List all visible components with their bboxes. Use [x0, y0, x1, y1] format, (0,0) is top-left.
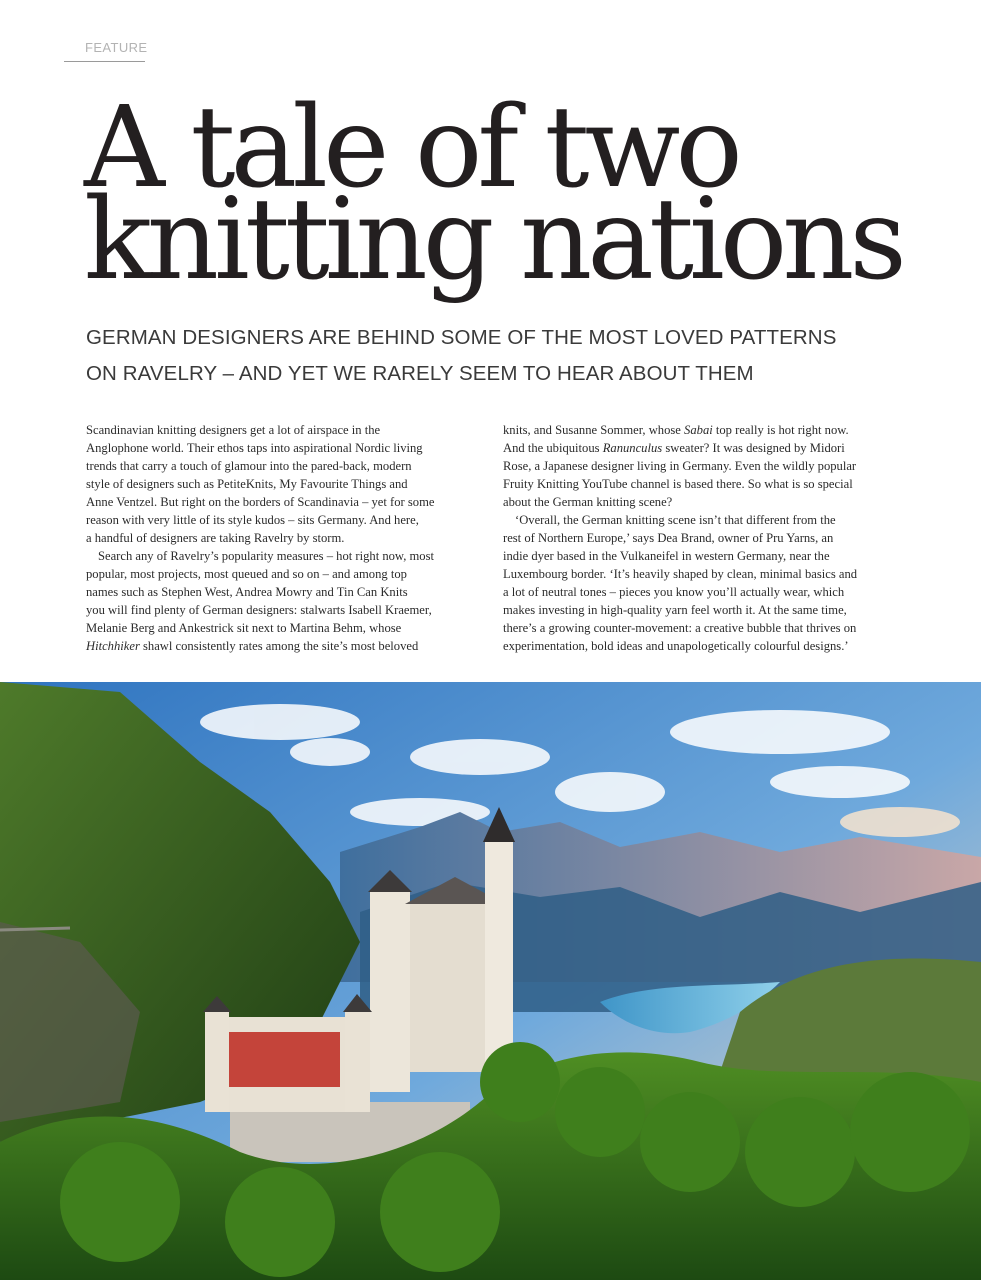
text-line [86, 637, 486, 655]
text-line: trends that carry a touch of glamour into the pared-back, modern [86, 459, 412, 473]
headline-line-2: knitting nations [84, 175, 902, 305]
standfirst-line-1: GERMAN DESIGNERS ARE BEHIND SOME OF THE MOST LOVED PATTERNS [86, 326, 837, 349]
headline [84, 83, 902, 305]
text-line: Luxembourg border. ‘It’s heavily shaped by clean, minimal basics and [503, 567, 858, 581]
paragraph-2 [86, 547, 486, 655]
headline-line-1: A tale of two [84, 83, 738, 213]
text-line: about the German knitting scene? [503, 495, 673, 509]
text-line: a handful of designers are taking Ravelry by storm. [86, 531, 345, 545]
text-line: experimentation, bold ideas and unapologetically colourful designs.’ [503, 639, 849, 653]
text-line: rest of Northern Europe,’ says Dea Brand, owner of Pru Yarns, an [503, 531, 834, 545]
paragraph-3 [503, 511, 903, 655]
text-line: indie dyer based in the Vulkaneifel in western Germany, near the [503, 549, 830, 563]
text-line: Anglophone world. Their ethos taps into aspirational Nordic living [86, 441, 423, 455]
text-line: there’s a growing counter-movement: a creative bubble that thrives on [503, 621, 857, 635]
text-line: Melanie Berg and Ankestrick sit next to Martina Behm, whose [86, 621, 402, 635]
text-line: Rose, a Japanese designer living in Germany. Even the wildly popular [503, 459, 857, 473]
text-line: Fruity Knitting YouTube channel is based there. So what is so special [503, 477, 853, 491]
body-column-right [503, 421, 903, 655]
text-line [503, 439, 903, 457]
section-label: FEATURE [64, 40, 145, 62]
text-line: reason with very little of its style kudos – sits Germany. And here, [86, 513, 419, 527]
text-line: makes investing in high-quality yarn feel worth it. At the same time, [503, 603, 847, 617]
standfirst [86, 320, 836, 392]
text-line: style of designers such as PetiteKnits, My Favourite Things and [86, 477, 408, 491]
body-column-left [86, 421, 486, 655]
castle-landscape-illustration [0, 682, 981, 1280]
text-line: Anne Ventzel. But right on the borders of Scandinavia – yet for some [86, 495, 435, 509]
castle-landscape-photo [0, 682, 981, 1280]
text-line: names such as Stephen West, Andrea Mowry and Tin Can Knits [86, 585, 408, 599]
text-run: top really is hot right now. [712, 423, 849, 437]
text-line: you will find plenty of German designers: stalwarts Isabell Kraemer, [86, 603, 432, 617]
text-run: And the ubiquitous [503, 441, 603, 455]
text-line: popular, most projects, most queued and so on – and among top [86, 567, 407, 581]
paragraph-2-continued [503, 421, 903, 511]
text-line: Search any of Ravelry’s popularity measures – hot right now, most [98, 549, 434, 563]
text-run: sweater? It was designed by Midori [662, 441, 845, 455]
paragraph-1 [86, 421, 486, 547]
text-line: a lot of neutral tones – pieces you know you’ll actually wear, which [503, 585, 845, 599]
bridge [0, 928, 70, 930]
text-line: ‘Overall, the German knitting scene isn’t that different from the [515, 513, 836, 527]
text-line: Scandinavian knitting designers get a lot of airspace in the [86, 423, 381, 437]
italic-title-hitchhiker: Hitchhiker [86, 639, 140, 653]
italic-title-ranunculus: Ranunculus [602, 441, 663, 455]
text-run: knits, and Susanne Sommer, whose [503, 423, 685, 437]
text-line [503, 421, 903, 439]
text-run: shawl consistently rates among the site’s most beloved [139, 639, 419, 653]
standfirst-line-2: ON RAVELRY – AND YET WE RARELY SEEM TO HEAR ABOUT THEM [86, 362, 754, 385]
italic-title-sabai: Sabai [684, 423, 713, 437]
